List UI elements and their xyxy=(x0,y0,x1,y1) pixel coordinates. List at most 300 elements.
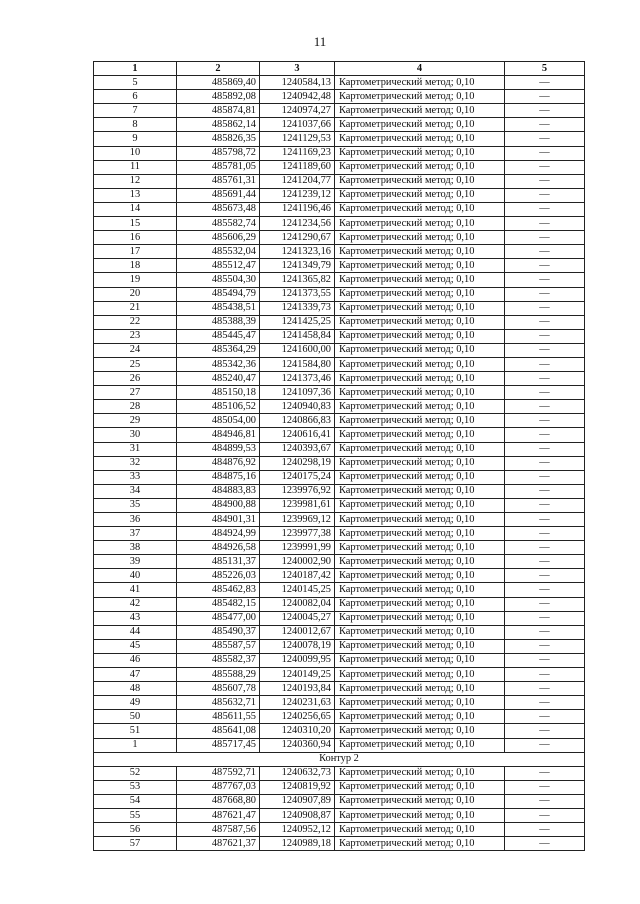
y-coordinate-cell: 1241097,36 xyxy=(260,386,335,400)
method-cell: Картометрический метод; 0,10 xyxy=(335,498,505,512)
x-coordinate-cell: 485240,47 xyxy=(177,372,260,386)
method-cell: Картометрический метод; 0,10 xyxy=(335,428,505,442)
table-row xyxy=(94,555,585,569)
table-row xyxy=(94,569,585,583)
point-number-cell: 18 xyxy=(94,259,177,273)
note-cell: — xyxy=(505,738,585,752)
note-cell: — xyxy=(505,668,585,682)
method-cell: Картометрический метод; 0,10 xyxy=(335,231,505,245)
y-coordinate-cell: 1241129,53 xyxy=(260,132,335,146)
y-coordinate-cell: 1241239,12 xyxy=(260,188,335,202)
x-coordinate-cell: 485607,78 xyxy=(177,682,260,696)
x-coordinate-cell: 485862,14 xyxy=(177,118,260,132)
table-row xyxy=(94,484,585,498)
point-number-cell: 47 xyxy=(94,668,177,682)
x-coordinate-cell: 485582,37 xyxy=(177,653,260,667)
table-row xyxy=(94,583,585,597)
table-row xyxy=(94,527,585,541)
y-coordinate-cell: 1241339,73 xyxy=(260,301,335,315)
point-number-cell: 30 xyxy=(94,428,177,442)
method-cell: Картометрический метод; 0,10 xyxy=(335,301,505,315)
note-cell: — xyxy=(505,90,585,104)
note-cell: — xyxy=(505,245,585,259)
note-cell: — xyxy=(505,597,585,611)
x-coordinate-cell: 485482,15 xyxy=(177,597,260,611)
y-coordinate-cell: 1240231,63 xyxy=(260,696,335,710)
note-cell: — xyxy=(505,513,585,527)
method-cell: Картометрический метод; 0,10 xyxy=(335,837,505,851)
point-number-cell: 17 xyxy=(94,245,177,259)
y-coordinate-cell: 1240298,19 xyxy=(260,456,335,470)
note-cell: — xyxy=(505,541,585,555)
x-coordinate-cell: 487621,37 xyxy=(177,837,260,851)
point-number-cell: 26 xyxy=(94,372,177,386)
x-coordinate-cell: 485588,29 xyxy=(177,668,260,682)
table-row xyxy=(94,625,585,639)
note-cell: — xyxy=(505,527,585,541)
point-number-cell: 43 xyxy=(94,611,177,625)
table-row xyxy=(94,682,585,696)
y-coordinate-cell: 1240616,41 xyxy=(260,428,335,442)
method-cell: Картометрический метод; 0,10 xyxy=(335,90,505,104)
y-coordinate-cell: 1241169,23 xyxy=(260,146,335,160)
table-row xyxy=(94,287,585,301)
x-coordinate-cell: 484876,92 xyxy=(177,456,260,470)
y-coordinate-cell: 1240952,12 xyxy=(260,823,335,837)
column-header-5: 5 xyxy=(505,62,585,76)
note-cell: — xyxy=(505,625,585,639)
point-number-cell: 11 xyxy=(94,160,177,174)
y-coordinate-cell: 1241037,66 xyxy=(260,118,335,132)
x-coordinate-cell: 485691,44 xyxy=(177,188,260,202)
table-row xyxy=(94,132,585,146)
point-number-cell: 6 xyxy=(94,90,177,104)
note-cell: — xyxy=(505,231,585,245)
x-coordinate-cell: 484899,53 xyxy=(177,442,260,456)
point-number-cell: 1 xyxy=(94,738,177,752)
note-cell: — xyxy=(505,710,585,724)
note-cell: — xyxy=(505,428,585,442)
y-coordinate-cell: 1240078,19 xyxy=(260,639,335,653)
x-coordinate-cell: 485673,48 xyxy=(177,202,260,216)
note-cell: — xyxy=(505,639,585,653)
method-cell: Картометрический метод; 0,10 xyxy=(335,118,505,132)
table-row xyxy=(94,217,585,231)
x-coordinate-cell: 487621,47 xyxy=(177,808,260,822)
point-number-cell: 16 xyxy=(94,231,177,245)
y-coordinate-cell: 1240149,25 xyxy=(260,668,335,682)
point-number-cell: 5 xyxy=(94,76,177,90)
method-cell: Картометрический метод; 0,10 xyxy=(335,470,505,484)
y-coordinate-cell: 1239991,99 xyxy=(260,541,335,555)
y-coordinate-cell: 1239976,92 xyxy=(260,484,335,498)
x-coordinate-cell: 484946,81 xyxy=(177,428,260,442)
y-coordinate-cell: 1240819,92 xyxy=(260,780,335,794)
x-coordinate-cell: 484875,16 xyxy=(177,470,260,484)
x-coordinate-cell: 484883,83 xyxy=(177,484,260,498)
y-coordinate-cell: 1241349,79 xyxy=(260,259,335,273)
y-coordinate-cell: 1239969,12 xyxy=(260,513,335,527)
note-cell: — xyxy=(505,357,585,371)
method-cell: Картометрический метод; 0,10 xyxy=(335,259,505,273)
method-cell: Картометрический метод; 0,10 xyxy=(335,668,505,682)
point-number-cell: 46 xyxy=(94,653,177,667)
note-cell: — xyxy=(505,780,585,794)
method-cell: Картометрический метод; 0,10 xyxy=(335,442,505,456)
x-coordinate-cell: 485892,08 xyxy=(177,90,260,104)
table-row xyxy=(94,118,585,132)
method-cell: Картометрический метод; 0,10 xyxy=(335,76,505,90)
y-coordinate-cell: 1240045,27 xyxy=(260,611,335,625)
table-row xyxy=(94,329,585,343)
y-coordinate-cell: 1240012,67 xyxy=(260,625,335,639)
note-cell: — xyxy=(505,794,585,808)
point-number-cell: 38 xyxy=(94,541,177,555)
method-cell: Картометрический метод; 0,10 xyxy=(335,513,505,527)
note-cell: — xyxy=(505,386,585,400)
x-coordinate-cell: 485490,37 xyxy=(177,625,260,639)
method-cell: Картометрический метод; 0,10 xyxy=(335,329,505,343)
point-number-cell: 34 xyxy=(94,484,177,498)
x-coordinate-cell: 484900,88 xyxy=(177,498,260,512)
note-cell: — xyxy=(505,132,585,146)
point-number-cell: 28 xyxy=(94,400,177,414)
y-coordinate-cell: 1240940,83 xyxy=(260,400,335,414)
table-row xyxy=(94,696,585,710)
method-cell: Картометрический метод; 0,10 xyxy=(335,372,505,386)
y-coordinate-cell: 1240907,89 xyxy=(260,794,335,808)
x-coordinate-cell: 485874,81 xyxy=(177,104,260,118)
table-row xyxy=(94,456,585,470)
y-coordinate-cell: 1240099,95 xyxy=(260,653,335,667)
table-row xyxy=(94,104,585,118)
point-number-cell: 14 xyxy=(94,202,177,216)
table-row xyxy=(94,808,585,822)
column-header-4: 4 xyxy=(335,62,505,76)
note-cell: — xyxy=(505,555,585,569)
method-cell: Картометрический метод; 0,10 xyxy=(335,527,505,541)
point-number-cell: 27 xyxy=(94,386,177,400)
point-number-cell: 9 xyxy=(94,132,177,146)
point-number-cell: 53 xyxy=(94,780,177,794)
point-number-cell: 56 xyxy=(94,823,177,837)
point-number-cell: 52 xyxy=(94,766,177,780)
y-coordinate-cell: 1240393,67 xyxy=(260,442,335,456)
point-number-cell: 25 xyxy=(94,357,177,371)
method-cell: Картометрический метод; 0,10 xyxy=(335,738,505,752)
point-number-cell: 36 xyxy=(94,513,177,527)
method-cell: Картометрический метод; 0,10 xyxy=(335,202,505,216)
table-row xyxy=(94,315,585,329)
method-cell: Картометрический метод; 0,10 xyxy=(335,287,505,301)
point-number-cell: 22 xyxy=(94,315,177,329)
method-cell: Картометрический метод; 0,10 xyxy=(335,160,505,174)
method-cell: Картометрический метод; 0,10 xyxy=(335,611,505,625)
method-cell: Картометрический метод; 0,10 xyxy=(335,794,505,808)
table-row xyxy=(94,724,585,738)
note-cell: — xyxy=(505,343,585,357)
method-cell: Картометрический метод; 0,10 xyxy=(335,710,505,724)
x-coordinate-cell: 485781,05 xyxy=(177,160,260,174)
y-coordinate-cell: 1241204,77 xyxy=(260,174,335,188)
column-header-2: 2 xyxy=(177,62,260,76)
method-cell: Картометрический метод; 0,10 xyxy=(335,273,505,287)
y-coordinate-cell: 1239977,38 xyxy=(260,527,335,541)
column-header-1: 1 xyxy=(94,62,177,76)
x-coordinate-cell: 484924,99 xyxy=(177,527,260,541)
point-number-cell: 45 xyxy=(94,639,177,653)
note-cell: — xyxy=(505,414,585,428)
note-cell: — xyxy=(505,301,585,315)
point-number-cell: 35 xyxy=(94,498,177,512)
method-cell: Картометрический метод; 0,10 xyxy=(335,724,505,738)
y-coordinate-cell: 1240145,25 xyxy=(260,583,335,597)
x-coordinate-cell: 487592,71 xyxy=(177,766,260,780)
table-row xyxy=(94,837,585,851)
point-number-cell: 15 xyxy=(94,217,177,231)
table-row xyxy=(94,611,585,625)
method-cell: Картометрический метод; 0,10 xyxy=(335,780,505,794)
table-row xyxy=(94,174,585,188)
table-row xyxy=(94,738,585,752)
table-row xyxy=(94,513,585,527)
point-number-cell: 50 xyxy=(94,710,177,724)
table-row xyxy=(94,668,585,682)
x-coordinate-cell: 485106,52 xyxy=(177,400,260,414)
table-row xyxy=(94,498,585,512)
x-coordinate-cell: 485494,79 xyxy=(177,287,260,301)
table-row xyxy=(94,245,585,259)
method-cell: Картометрический метод; 0,10 xyxy=(335,597,505,611)
point-number-cell: 57 xyxy=(94,837,177,851)
table-row xyxy=(94,766,585,780)
table-row xyxy=(94,231,585,245)
y-coordinate-cell: 1240175,24 xyxy=(260,470,335,484)
point-number-cell: 29 xyxy=(94,414,177,428)
x-coordinate-cell: 485388,39 xyxy=(177,315,260,329)
note-cell: — xyxy=(505,76,585,90)
point-number-cell: 12 xyxy=(94,174,177,188)
note-cell: — xyxy=(505,442,585,456)
table-row xyxy=(94,780,585,794)
table-row xyxy=(94,146,585,160)
method-cell: Картометрический метод; 0,10 xyxy=(335,386,505,400)
point-number-cell: 39 xyxy=(94,555,177,569)
note-cell: — xyxy=(505,315,585,329)
y-coordinate-cell: 1240942,48 xyxy=(260,90,335,104)
x-coordinate-cell: 485632,71 xyxy=(177,696,260,710)
y-coordinate-cell: 1240082,04 xyxy=(260,597,335,611)
point-number-cell: 13 xyxy=(94,188,177,202)
point-number-cell: 8 xyxy=(94,118,177,132)
x-coordinate-cell: 485717,45 xyxy=(177,738,260,752)
note-cell: — xyxy=(505,174,585,188)
method-cell: Картометрический метод; 0,10 xyxy=(335,653,505,667)
x-coordinate-cell: 487767,03 xyxy=(177,780,260,794)
coordinates-table-body xyxy=(94,62,585,851)
method-cell: Картометрический метод; 0,10 xyxy=(335,569,505,583)
table-row xyxy=(94,343,585,357)
table-row xyxy=(94,372,585,386)
y-coordinate-cell: 1240974,27 xyxy=(260,104,335,118)
x-coordinate-cell: 485761,31 xyxy=(177,174,260,188)
note-cell: — xyxy=(505,569,585,583)
x-coordinate-cell: 485226,03 xyxy=(177,569,260,583)
y-coordinate-cell: 1240584,13 xyxy=(260,76,335,90)
table-row xyxy=(94,653,585,667)
method-cell: Картометрический метод; 0,10 xyxy=(335,808,505,822)
note-cell: — xyxy=(505,160,585,174)
table-row xyxy=(94,259,585,273)
y-coordinate-cell: 1241365,82 xyxy=(260,273,335,287)
method-cell: Картометрический метод; 0,10 xyxy=(335,541,505,555)
x-coordinate-cell: 485641,08 xyxy=(177,724,260,738)
note-cell: — xyxy=(505,837,585,851)
table-row xyxy=(94,710,585,724)
x-coordinate-cell: 484926,58 xyxy=(177,541,260,555)
note-cell: — xyxy=(505,400,585,414)
y-coordinate-cell: 1241189,60 xyxy=(260,160,335,174)
y-coordinate-cell: 1241234,56 xyxy=(260,217,335,231)
table-row xyxy=(94,823,585,837)
point-number-cell: 42 xyxy=(94,597,177,611)
method-cell: Картометрический метод; 0,10 xyxy=(335,555,505,569)
point-number-cell: 54 xyxy=(94,794,177,808)
note-cell: — xyxy=(505,724,585,738)
x-coordinate-cell: 485445,47 xyxy=(177,329,260,343)
point-number-cell: 49 xyxy=(94,696,177,710)
point-number-cell: 10 xyxy=(94,146,177,160)
y-coordinate-cell: 1241458,84 xyxy=(260,329,335,343)
method-cell: Картометрический метод; 0,10 xyxy=(335,357,505,371)
point-number-cell: 44 xyxy=(94,625,177,639)
table-row xyxy=(94,90,585,104)
table-row xyxy=(94,470,585,484)
table-row xyxy=(94,639,585,653)
point-number-cell: 23 xyxy=(94,329,177,343)
method-cell: Картометрический метод; 0,10 xyxy=(335,343,505,357)
y-coordinate-cell: 1240908,87 xyxy=(260,808,335,822)
method-cell: Картометрический метод; 0,10 xyxy=(335,484,505,498)
method-cell: Картометрический метод; 0,10 xyxy=(335,766,505,780)
x-coordinate-cell: 485150,18 xyxy=(177,386,260,400)
x-coordinate-cell: 485798,72 xyxy=(177,146,260,160)
x-coordinate-cell: 485504,30 xyxy=(177,273,260,287)
point-number-cell: 20 xyxy=(94,287,177,301)
point-number-cell: 55 xyxy=(94,808,177,822)
x-coordinate-cell: 487668,80 xyxy=(177,794,260,808)
method-cell: Картометрический метод; 0,10 xyxy=(335,583,505,597)
note-cell: — xyxy=(505,273,585,287)
y-coordinate-cell: 1240632,73 xyxy=(260,766,335,780)
y-coordinate-cell: 1240989,18 xyxy=(260,837,335,851)
x-coordinate-cell: 485462,83 xyxy=(177,583,260,597)
method-cell: Картометрический метод; 0,10 xyxy=(335,132,505,146)
method-cell: Картометрический метод; 0,10 xyxy=(335,696,505,710)
x-coordinate-cell: 484901,31 xyxy=(177,513,260,527)
x-coordinate-cell: 485131,37 xyxy=(177,555,260,569)
method-cell: Картометрический метод; 0,10 xyxy=(335,625,505,639)
method-cell: Картометрический метод; 0,10 xyxy=(335,639,505,653)
note-cell: — xyxy=(505,118,585,132)
y-coordinate-cell: 1241584,80 xyxy=(260,357,335,371)
x-coordinate-cell: 485587,57 xyxy=(177,639,260,653)
table-row xyxy=(94,357,585,371)
y-coordinate-cell: 1239981,61 xyxy=(260,498,335,512)
contour-heading: Контур 2 xyxy=(94,752,585,766)
note-cell: — xyxy=(505,484,585,498)
x-coordinate-cell: 485582,74 xyxy=(177,217,260,231)
method-cell: Картометрический метод; 0,10 xyxy=(335,146,505,160)
x-coordinate-cell: 485611,55 xyxy=(177,710,260,724)
note-cell: — xyxy=(505,766,585,780)
point-number-cell: 21 xyxy=(94,301,177,315)
method-cell: Картометрический метод; 0,10 xyxy=(335,682,505,696)
note-cell: — xyxy=(505,104,585,118)
method-cell: Картометрический метод; 0,10 xyxy=(335,400,505,414)
method-cell: Картометрический метод; 0,10 xyxy=(335,414,505,428)
note-cell: — xyxy=(505,329,585,343)
note-cell: — xyxy=(505,259,585,273)
point-number-cell: 37 xyxy=(94,527,177,541)
note-cell: — xyxy=(505,823,585,837)
method-cell: Картометрический метод; 0,10 xyxy=(335,188,505,202)
contour-heading-row xyxy=(94,752,585,766)
note-cell: — xyxy=(505,611,585,625)
x-coordinate-cell: 485054,00 xyxy=(177,414,260,428)
point-number-cell: 33 xyxy=(94,470,177,484)
y-coordinate-cell: 1241600,00 xyxy=(260,343,335,357)
note-cell: — xyxy=(505,470,585,484)
note-cell: — xyxy=(505,696,585,710)
table-row xyxy=(94,76,585,90)
column-header-3: 3 xyxy=(260,62,335,76)
note-cell: — xyxy=(505,202,585,216)
y-coordinate-cell: 1241196,46 xyxy=(260,202,335,216)
note-cell: — xyxy=(505,217,585,231)
x-coordinate-cell: 485826,35 xyxy=(177,132,260,146)
point-number-cell: 31 xyxy=(94,442,177,456)
note-cell: — xyxy=(505,583,585,597)
note-cell: — xyxy=(505,188,585,202)
table-row xyxy=(94,597,585,611)
y-coordinate-cell: 1240256,65 xyxy=(260,710,335,724)
x-coordinate-cell: 485477,00 xyxy=(177,611,260,625)
point-number-cell: 24 xyxy=(94,343,177,357)
table-row xyxy=(94,414,585,428)
table-row xyxy=(94,202,585,216)
y-coordinate-cell: 1240193,84 xyxy=(260,682,335,696)
y-coordinate-cell: 1240310,20 xyxy=(260,724,335,738)
coordinates-table xyxy=(93,61,585,851)
point-number-cell: 48 xyxy=(94,682,177,696)
method-cell: Картометрический метод; 0,10 xyxy=(335,315,505,329)
table-row xyxy=(94,301,585,315)
x-coordinate-cell: 485512,47 xyxy=(177,259,260,273)
point-number-cell: 7 xyxy=(94,104,177,118)
note-cell: — xyxy=(505,146,585,160)
point-number-cell: 40 xyxy=(94,569,177,583)
point-number-cell: 32 xyxy=(94,456,177,470)
note-cell: — xyxy=(505,456,585,470)
table-row xyxy=(94,794,585,808)
x-coordinate-cell: 485364,29 xyxy=(177,343,260,357)
table-row xyxy=(94,273,585,287)
page-number: 11 xyxy=(313,34,327,49)
y-coordinate-cell: 1241373,46 xyxy=(260,372,335,386)
table-row xyxy=(94,442,585,456)
note-cell: — xyxy=(505,287,585,301)
